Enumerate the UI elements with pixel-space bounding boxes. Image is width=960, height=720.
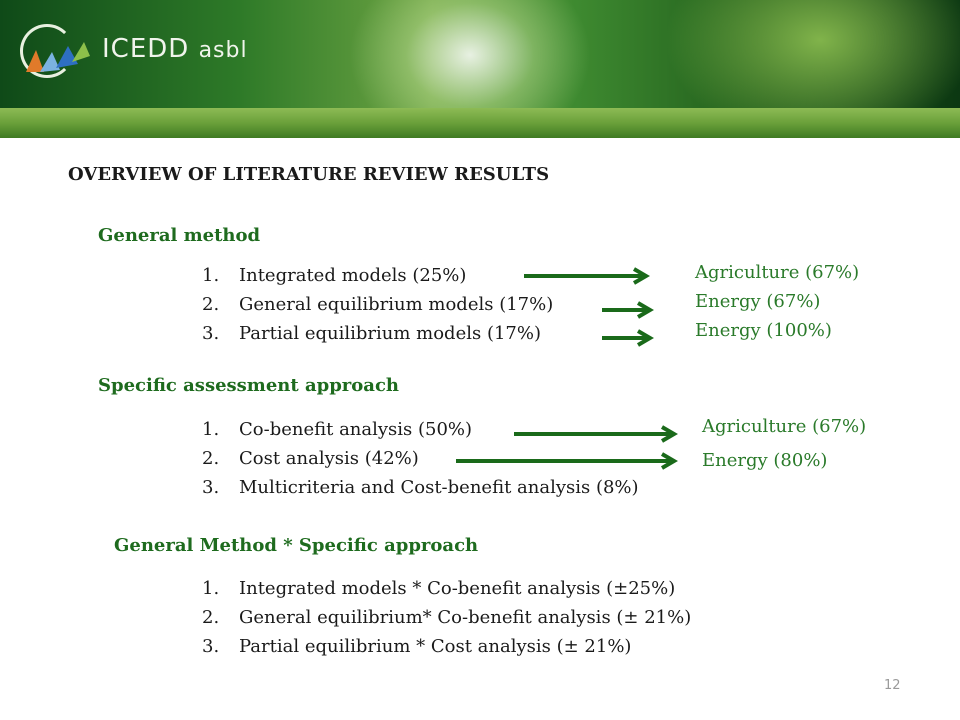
list-number: 1. (202, 419, 220, 440)
banner-strip (0, 108, 960, 138)
sector-label: Energy (80%) (702, 450, 828, 471)
logo-name: ICEDD (102, 34, 190, 64)
list-text: Co-benefit analysis (50%) (239, 419, 473, 440)
combined-list (202, 574, 691, 661)
specific-approach-heading: Specific assessment approach (98, 375, 399, 396)
list-item (202, 319, 553, 348)
general-method-heading: General method (98, 225, 261, 246)
list-text: General equilibrium* Co-benefit analysis (± 21%) (239, 607, 692, 628)
arrow-icon (602, 328, 658, 348)
list-number: 2. (202, 607, 220, 628)
list-text: General equilibrium models (17%) (239, 294, 554, 315)
list-number: 2. (202, 448, 220, 469)
logo-suffix: asbl (198, 38, 248, 63)
list-text: Cost analysis (42%) (239, 448, 419, 469)
list-text: Integrated models (25%) (239, 265, 467, 286)
list-text: Integrated models * Co-benefit analysis (±25%) (239, 578, 676, 599)
list-number: 3. (202, 477, 220, 498)
list-number: 1. (202, 265, 220, 286)
arrow-icon (602, 300, 658, 320)
list-item (202, 574, 691, 603)
logo-text (102, 34, 248, 64)
header-banner (0, 0, 960, 138)
list-item (202, 603, 691, 632)
combined-heading: General Method * Specific approach (114, 535, 479, 556)
arrow-icon (514, 424, 684, 444)
list-item (202, 473, 639, 502)
logo-arrows-icon (22, 38, 92, 78)
list-number: 2. (202, 294, 220, 315)
sector-label: Energy (67%) (695, 291, 821, 312)
list-number: 3. (202, 636, 220, 657)
list-number: 1. (202, 578, 220, 599)
list-text: Multicriteria and Cost-benefit analysis (8%) (239, 477, 639, 498)
list-text: Partial equilibrium * Cost analysis (± 21%) (239, 636, 632, 657)
arrow-icon (456, 451, 684, 471)
list-text: Partial equilibrium models (17%) (239, 323, 541, 344)
sector-label: Agriculture (67%) (695, 262, 860, 283)
sector-label: Agriculture (67%) (702, 416, 867, 437)
arrow-icon (524, 266, 656, 286)
list-item (202, 632, 691, 661)
sector-label: Energy (100%) (695, 320, 832, 341)
page-number: 12 (884, 678, 901, 693)
list-item (202, 290, 553, 319)
list-item (202, 261, 553, 290)
general-method-list (202, 261, 553, 348)
list-number: 3. (202, 323, 220, 344)
page-title: OVERVIEW OF LITERATURE REVIEW RESULTS (68, 164, 550, 185)
